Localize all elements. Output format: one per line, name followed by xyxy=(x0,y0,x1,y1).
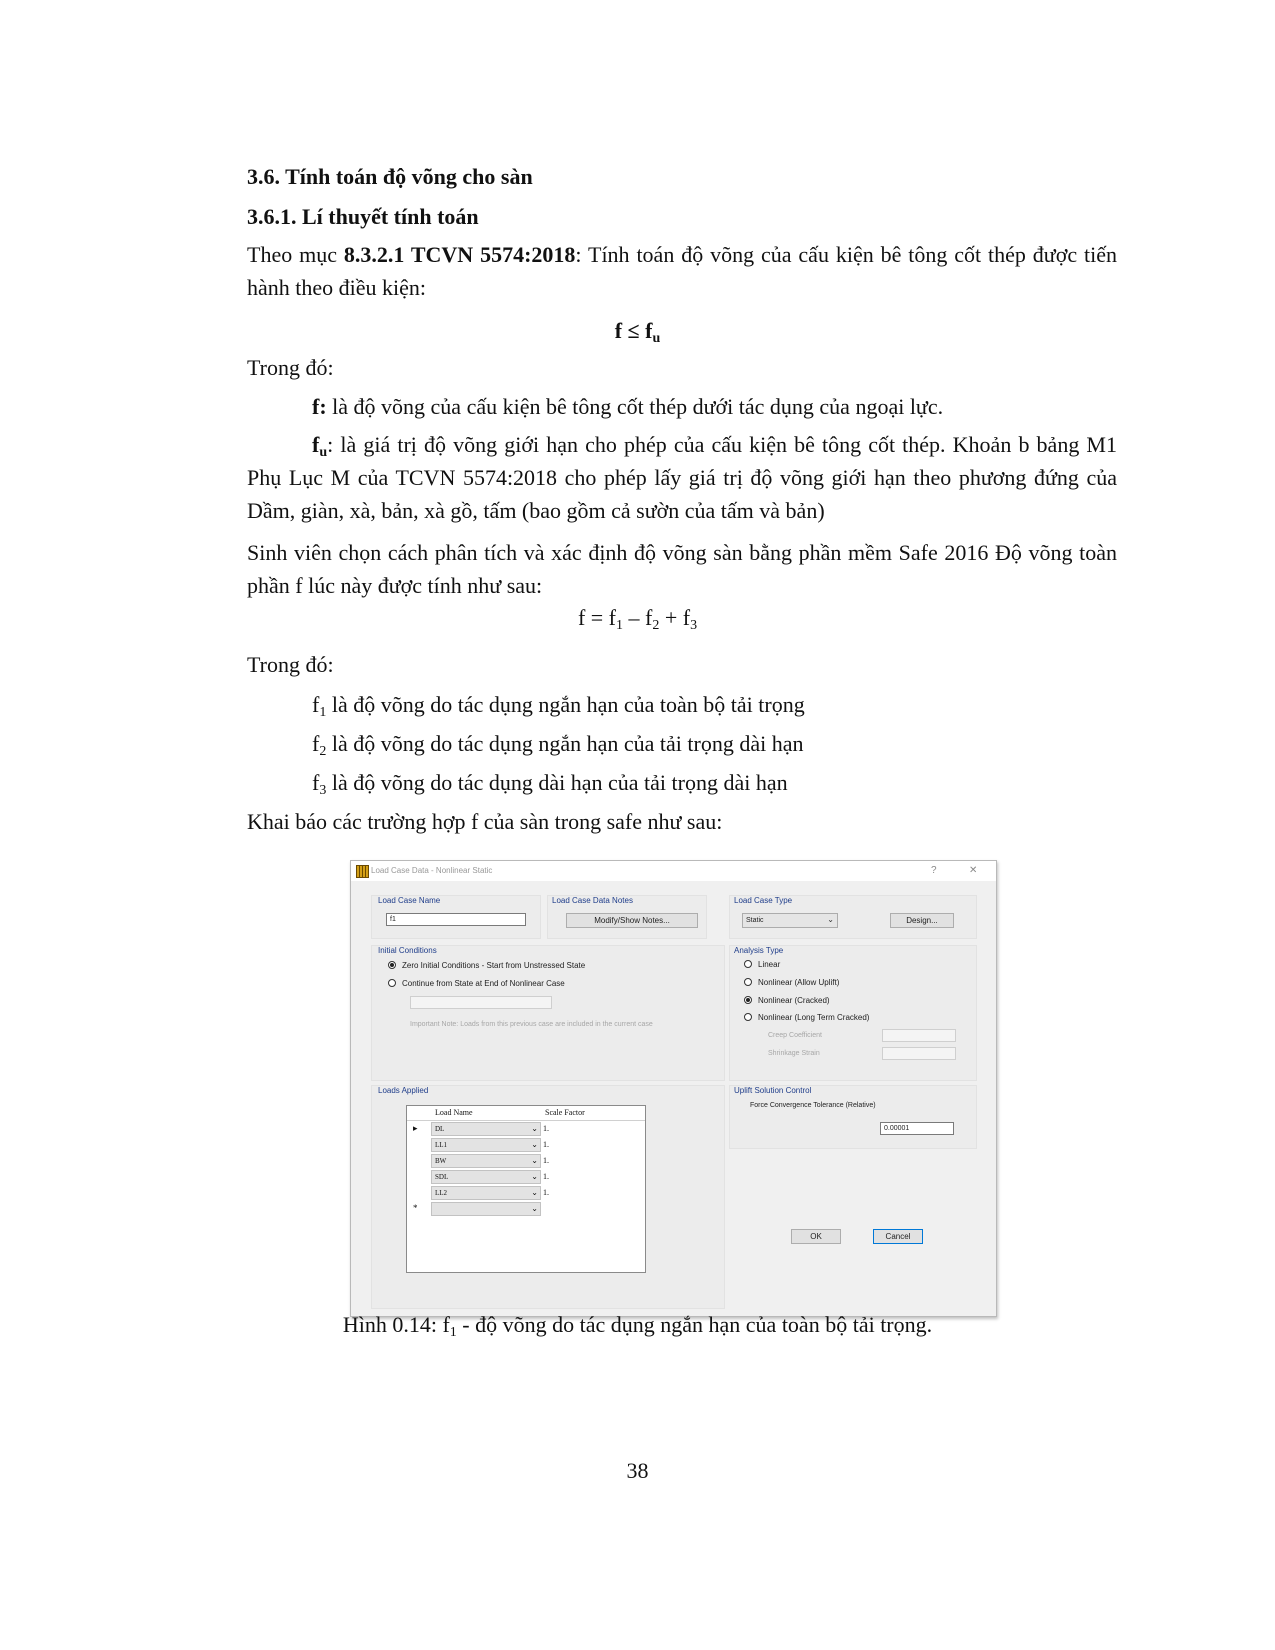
help-icon[interactable]: ? xyxy=(931,865,937,876)
table-row-new[interactable] xyxy=(431,1202,541,1216)
method-paragraph: Sinh viên chọn cách phân tích và xác định độ võng sàn bằng phần mềm Safe 2016 Độ võng toàn phần f lúc này được tính như sau: xyxy=(247,540,1117,598)
subsection-heading: 3.6.1. Lí thuyết tính toán xyxy=(247,204,479,229)
cancel-button[interactable]: Cancel xyxy=(873,1229,923,1244)
chevron-down-icon: ⌄ xyxy=(531,1188,538,1197)
list-item: $f_2$ là độ võng do tác dụng ngắn hạn của tải trọng dài hạn xyxy=(312,731,804,759)
load-case-name-group xyxy=(371,895,541,939)
chevron-down-icon: ⌄ xyxy=(531,1204,538,1213)
intro-text-start: Theo mục xyxy=(247,242,344,267)
chevron-down-icon: ⌄ xyxy=(531,1124,538,1133)
scale-factor-cell[interactable]: 1. xyxy=(543,1124,549,1133)
current-row-icon: ▸ xyxy=(413,1123,418,1133)
figure-caption: Hình 0.14: $f_1$ - độ võng do tác dụng ngắn hạn của toàn bộ tải trọng. xyxy=(342,1312,933,1340)
app-icon xyxy=(356,865,369,878)
load-case-type-label: Load Case Type xyxy=(734,896,793,905)
close-icon[interactable]: ✕ xyxy=(969,865,978,876)
chevron-down-icon: ⌄ xyxy=(531,1156,538,1165)
list-item: $f_3$ là độ võng do tác dụng dài hạn của tải trọng dài hạn xyxy=(312,770,788,798)
dialog-titlebar xyxy=(351,861,996,881)
notes-group xyxy=(547,895,707,939)
intro-paragraph xyxy=(247,238,1117,304)
table-row[interactable]: DL ⌄ xyxy=(431,1122,541,1136)
initial-conditions-label: Initial Conditions xyxy=(378,946,437,955)
radio-selected-icon xyxy=(744,996,752,1004)
definition-f: f: là độ võng của cấu kiện bê tông cốt thép dưới tác dụng của ngoại lực. xyxy=(312,394,944,419)
formula-total-deflection: $f = f_1 - f_2 + f_3$ xyxy=(577,605,698,633)
formula-condition: $f \le f_u$ xyxy=(614,318,661,346)
radio-icon xyxy=(744,978,752,986)
standard-reference: 8.3.2.1 TCVN 5574:2018 xyxy=(343,242,576,267)
table-row[interactable]: BW ⌄ xyxy=(431,1154,541,1168)
tolerance-input[interactable]: 0.00001 xyxy=(880,1122,954,1135)
radio-nonlinear-cracked[interactable]: Nonlinear (Cracked) xyxy=(744,995,830,1007)
page-number: 38 xyxy=(626,1458,649,1483)
section-heading: 3.6. Tính toán độ võng cho sàn xyxy=(247,164,533,189)
load-case-name-label: Load Case Name xyxy=(378,896,441,905)
radio-nonlinear-uplift[interactable]: Nonlinear (Allow Uplift) xyxy=(744,977,839,989)
notes-label: Load Case Data Notes xyxy=(552,896,633,905)
table-row[interactable]: LL2 ⌄ xyxy=(431,1186,541,1200)
intro-text-end: : Tính toán độ võng của cấu kiện bê tông cốt thép được tiến hành theo điều kiện: xyxy=(247,242,1117,300)
column-header-scale-factor: Scale Factor xyxy=(545,1108,585,1117)
analysis-type-label: Analysis Type xyxy=(734,946,784,955)
radio-linear[interactable]: Linear xyxy=(744,959,780,971)
radio-selected-icon xyxy=(388,961,396,969)
new-row-icon: * xyxy=(413,1203,418,1213)
list-item: $f_1$ là độ võng do tác dụng ngắn hạn của toàn bộ tải trọng xyxy=(312,692,805,720)
scale-factor-cell[interactable]: 1. xyxy=(543,1188,549,1197)
shrinkage-label: Shrinkage Strain xyxy=(768,1050,820,1057)
scale-factor-cell[interactable]: 1. xyxy=(543,1172,549,1181)
radio-zero-initial[interactable]: Zero Initial Conditions - Start from Unstressed State xyxy=(388,960,585,972)
nonlinear-case-select[interactable] xyxy=(410,996,552,1009)
creep-input[interactable] xyxy=(882,1029,956,1042)
dialog-title: Load Case Data - Nonlinear Static xyxy=(371,866,493,875)
uplift-control-label: Uplift Solution Control xyxy=(734,1086,812,1095)
declaration-paragraph: Khai báo các trường hợp f của sàn trong safe như sau: xyxy=(247,809,723,834)
scale-factor-cell[interactable]: 1. xyxy=(543,1140,549,1149)
chevron-down-icon: ⌄ xyxy=(531,1172,538,1181)
ok-button[interactable]: OK xyxy=(791,1229,841,1244)
chevron-down-icon: ⌄ xyxy=(827,915,834,924)
creep-label: Creep Coefficient xyxy=(768,1032,822,1039)
table-row[interactable]: SDL ⌄ xyxy=(431,1170,541,1184)
important-note: Important Note: Loads from this previous case are included in the current case xyxy=(410,1021,653,1028)
definition-fu: $f_u$: là giá trị độ võng giới hạn cho phép của cấu kiện bê tông cốt thép. Khoản b bảng M1 Phụ Lục M của TCVN 5574:2018 cho phép lấy giá trị độ võng giới hạn theo phương đứng của Dầm, giàn, xà, bản, xà gồ, tấm (bao gồm cả sườn của tấm và bản) xyxy=(247,432,1117,523)
load-case-type-select[interactable]: Static ⌄ xyxy=(742,913,838,928)
radio-icon xyxy=(388,979,396,987)
load-case-type-group xyxy=(729,895,977,939)
analysis-type-group xyxy=(729,945,977,1081)
uplift-control-group xyxy=(729,1085,977,1149)
loads-applied-label: Loads Applied xyxy=(378,1086,429,1095)
shrinkage-input[interactable] xyxy=(882,1047,956,1060)
load-case-name-input[interactable]: f1 xyxy=(386,913,526,926)
where-label-1: Trong đó: xyxy=(247,355,334,380)
design-button[interactable]: Design... xyxy=(890,913,954,928)
table-row[interactable]: LL1 ⌄ xyxy=(431,1138,541,1152)
radio-continue-state[interactable]: Continue from State at End of Nonlinear Case xyxy=(388,978,565,990)
radio-nonlinear-long-term[interactable]: Nonlinear (Long Term Cracked) xyxy=(744,1012,869,1024)
where-label-2: Trong đó: xyxy=(247,652,334,677)
scale-factor-cell[interactable]: 1. xyxy=(543,1156,549,1165)
column-header-load-name: Load Name xyxy=(435,1108,473,1117)
initial-conditions-group xyxy=(371,945,725,1081)
chevron-down-icon: ⌄ xyxy=(531,1140,538,1149)
loads-grid[interactable] xyxy=(406,1105,646,1273)
modify-notes-button[interactable]: Modify/Show Notes... xyxy=(566,913,698,928)
radio-icon xyxy=(744,960,752,968)
tolerance-label: Force Convergence Tolerance (Relative) xyxy=(750,1102,876,1109)
radio-icon xyxy=(744,1013,752,1021)
